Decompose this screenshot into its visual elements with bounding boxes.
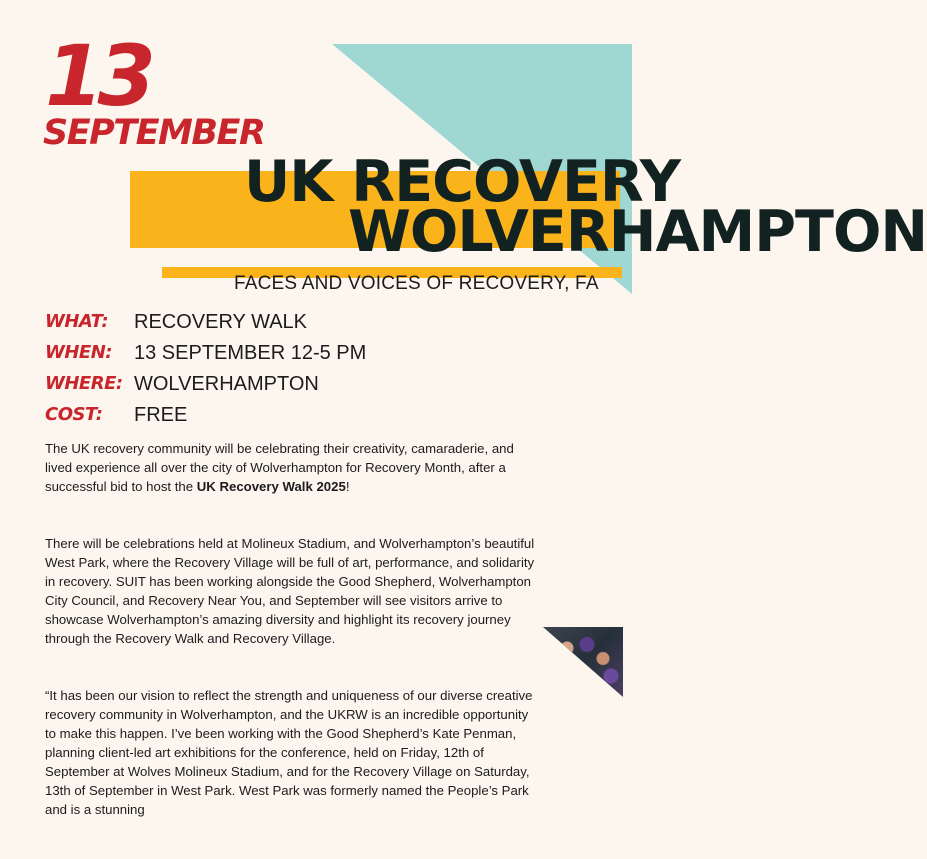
intro-text-end: !	[345, 479, 350, 494]
info-value-where: WOLVERHAMPTON	[134, 373, 319, 395]
page-title-line1: UK RECOVERY	[244, 149, 680, 215]
intro-bold-event-name: UK Recovery Walk 2025	[196, 479, 346, 494]
body-paragraph-quote: “It has been our vision to reflect the strength and uniqueness of our diverse creative recovery community in Wolverhampton, and the UKRW is an incredible opportunity to make this happen. I’ve been working with the Good Shepherd’s Kate Penman, planning client-led art exhibitions for the conference, held on Friday, 12th of September at Wolves Molineux Stadium, and for the Recovery Village on Saturday, 13th of September in West Park. West Park was formerly named the People’s Park and is a stunning	[45, 688, 533, 817]
event-date-day: 13	[45, 27, 150, 125]
page-subtitle: FACES AND VOICES OF RECOVERY, FA	[234, 273, 599, 294]
info-label-where: WHERE:	[45, 373, 123, 394]
body-paragraph-intro	[45, 439, 535, 496]
info-value-what: RECOVERY WALK	[134, 311, 308, 333]
page-title-line2: WOLVERHAMPTON	[348, 199, 927, 265]
event-date-month: SEPTEMBER	[43, 113, 265, 153]
intro-text: The UK recovery community will be celebrating their creativity, camaraderie, and lived experience all over the city of Wolverhampton for Recovery Month, after a successful bid to host the	[45, 441, 514, 494]
info-value-cost: FREE	[134, 404, 188, 426]
body-paragraph-celebrations: There will be celebrations held at Molineux Stadium, and Wolverhampton’s beautiful West Park, where the Recovery Village will be full of art, performance, and solidarity in recovery. SUIT has been working alongside the Good Shepherd, Wolverhampton City Council, and Recovery Near You, and September will see visitors arrive to showcase Wolverhampton’s amazing diversity and highlight its recovery journey through the Recovery Walk and Recovery Village.	[45, 536, 535, 646]
info-value-when: 13 SEPTEMBER 12-5 PM	[134, 342, 367, 364]
info-label-what: WHAT:	[45, 311, 109, 332]
crowd-photo-triangle	[543, 627, 623, 697]
info-label-when: WHEN:	[45, 342, 112, 363]
info-label-cost: COST:	[45, 404, 103, 425]
